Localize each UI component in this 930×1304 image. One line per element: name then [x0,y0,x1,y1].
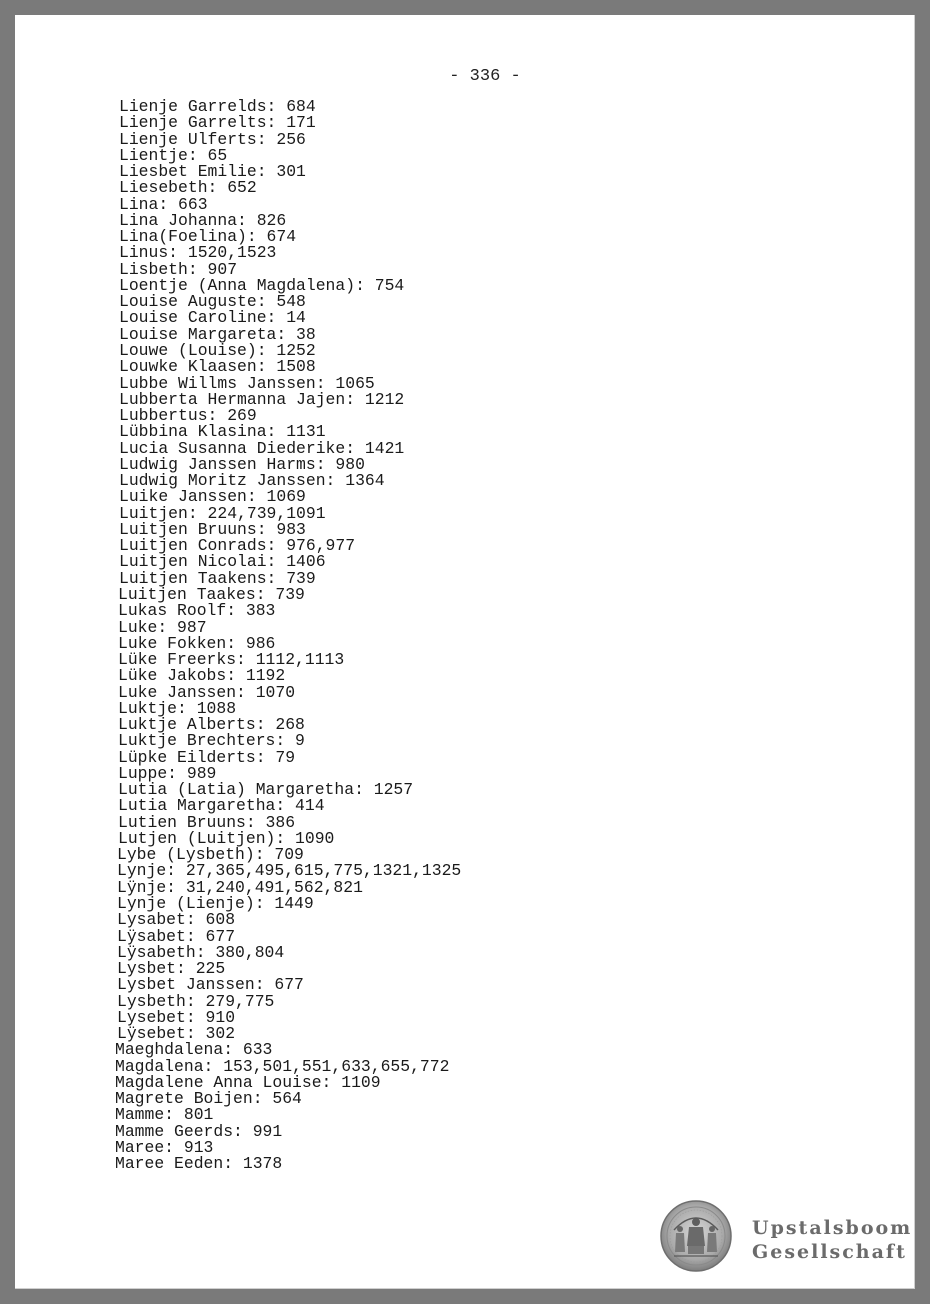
index-entry: Magdalene Anna Louise: 1109 [115,1072,381,1092]
index-entry: Lynje: 27,365,495,615,775,1321,1325 [117,861,462,881]
index-entry: Luktje: 1088 [118,698,237,718]
index-entry: Maeghdalena: 633 [115,1040,273,1060]
index-entry: Luitjen Taakens: 739 [119,568,316,588]
index-entry: Maree Eeden: 1378 [115,1154,283,1174]
index-entry: Lysebet: 910 [117,1007,236,1027]
index-entry: Luke Fokken: 986 [118,633,276,653]
logo-line-2: Gesellschaft [752,1241,907,1263]
index-entry: Luitjen Taakes: 739 [118,584,305,604]
index-entry: Ludwig Janssen Harms: 980 [119,454,365,474]
index-entry: Louise Caroline: 14 [119,308,306,328]
index-entry: Lienje Garrelts: 171 [119,113,316,133]
index-entry: Lÿsabet: 677 [117,926,236,946]
index-entry: Lienje Garrelds: 684 [119,97,316,116]
index-entry: Lisbeth: 907 [119,259,238,279]
index-entry: Lukas Roolf: 383 [118,601,276,621]
index-entry: Lina(Foelina): 674 [119,227,297,247]
index-entry: Lynje (Lienje): 1449 [117,894,314,914]
index-entry: Lüke Freerks: 1112,1113 [118,650,345,670]
index-entry: Lubberta Hermanna Jajen: 1212 [119,389,405,409]
index-entry: Lÿsabeth: 380,804 [117,942,285,962]
index-entry: Maree: 913 [115,1138,214,1157]
logo-line-1: Upstalsboom [752,1217,913,1239]
index-entry: Lucia Susanna Diederike: 1421 [119,438,405,458]
index-entry: Lientje: 65 [119,145,228,165]
index-entry: Louise Auguste: 548 [119,292,306,312]
index-entry: Luke: 987 [118,617,207,637]
index-entry: Lutjen (Luitjen): 1090 [118,828,335,848]
index-entry: Lina: 663 [119,194,208,214]
index-entry: Lÿnje: 31,240,491,562,821 [117,877,363,897]
index-entry: Louise Margareta: 38 [119,324,316,344]
name-index-list [115,97,462,1174]
index-entry: Liesebeth: 652 [119,178,257,198]
society-logo [660,1200,913,1276]
index-entry: Linus: 1520,1523 [119,243,277,263]
index-entry: Louwke Klaasen: 1508 [119,357,316,377]
index-entry: Magrete Boijen: 564 [115,1089,302,1109]
index-entry: Ludwig Moritz Janssen: 1364 [119,471,385,491]
index-entry: Lina Johanna: 826 [119,210,287,230]
index-entry: Luppe: 989 [118,763,217,783]
index-entry: Lutia Margaretha: 414 [118,796,325,816]
seal-icon [660,1200,732,1272]
index-entry: Lutia (Latia) Margaretha: 1257 [118,780,414,800]
index-entry: Lysbeth: 279,775 [117,991,275,1011]
index-entry: Lysabet: 608 [117,910,236,930]
index-entry: Lüpke Eilderts: 79 [118,747,296,767]
index-entry: Luitjen Conrads: 976,977 [119,536,356,556]
index-entry: Luktje Alberts: 268 [118,715,305,735]
index-entry: Lysbet: 225 [117,959,226,979]
index-entry: Lubbertus: 269 [119,406,257,426]
index-entry: Luitjen Nicolai: 1406 [119,552,326,572]
index-entry: Lüke Jakobs: 1192 [118,666,286,686]
index-entry: Luke Janssen: 1070 [118,682,296,702]
index-entry: Lübbina Klasina: 1131 [119,422,326,442]
index-entry: Lubbe Willms Janssen: 1065 [119,373,375,393]
logo-wordmark [752,1216,912,1264]
index-entry: Lybe (Lysbeth): 709 [117,845,304,865]
index-entry: Luike Janssen: 1069 [119,487,306,507]
index-entry: Magdalena: 153,501,551,633,655,772 [115,1056,450,1076]
index-entry: Lienje Ulferts: 256 [119,129,306,149]
index-entry: Mamme: 801 [115,1105,214,1125]
index-entry: Lutien Bruuns: 386 [118,812,296,832]
index-entry: Luitjen: 224,739,1091 [119,503,326,523]
page-number: - 336 - [449,67,521,86]
index-entry: Liesbet Emilie: 301 [119,162,306,182]
index-entry: Loentje (Anna Magdalena): 754 [119,275,405,295]
index-entry: Luitjen Bruuns: 983 [119,519,306,539]
index-entry: Luktje Brechters: 9 [118,731,305,751]
index-entry: Lysbet Janssen: 677 [117,975,304,995]
index-entry: Lÿsebet: 302 [117,1024,236,1044]
index-entry: Louwe (Louise): 1252 [119,340,316,360]
index-entry: Mamme Geerds: 991 [115,1121,283,1141]
